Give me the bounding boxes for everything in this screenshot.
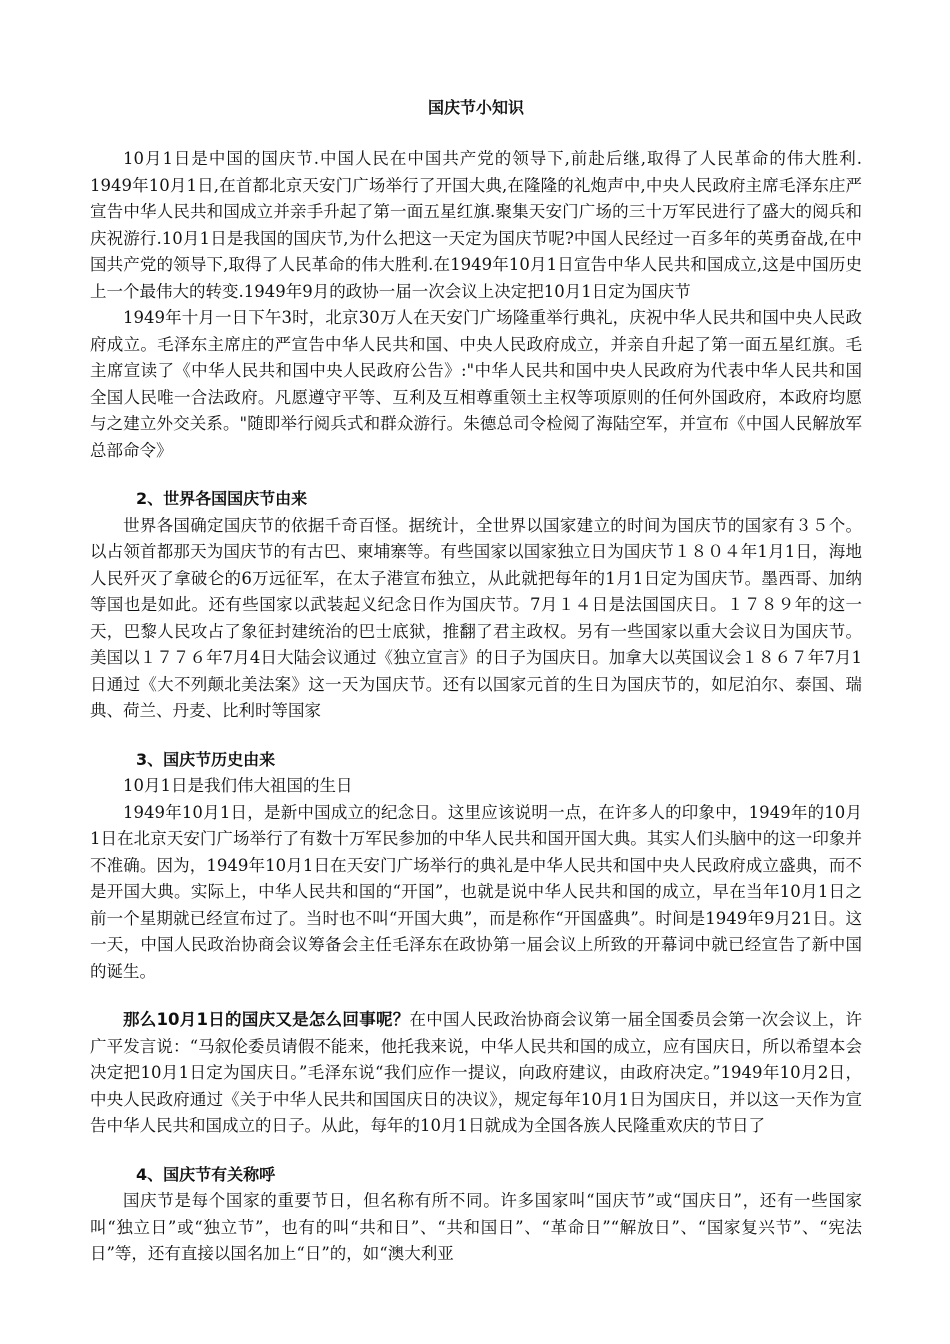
section-heading: 2、世界各国国庆节由来 [136,489,308,508]
paragraph: 1949年十月一日下午3时，北京30万人在天安门广场隆重举行典礼，庆祝中华人民共和国中央人民政府成立。毛泽东主席庄的严宣告中华人民共和国、中央人民政府成立，并亲自升起了第一面五星红旗。毛主席宣读了《中华人民共和国中央人民政府公告》:"中华人民共和国中央人民政府为代表中华人民共和国全国人民唯一合法政府。凡愿遵守平等、互利及互相尊重领土主权等项原则的任何外国政府，本政府均愿与之建立外交关系。"随即举行阅兵式和群众游行。朱德总司令检阅了海陆空军，并宣布《中国人民解放军总部命令》 [90,308,862,460]
section-heading: 3、国庆节历史由来 [136,749,276,769]
paragraph-body: 在中国人民政治协商会议第一届全国委员会第一次会议上，许广平发言说：“马叙伦委员请假不能来，他托我来说，中华人民共和国的成立，应有国庆日，所以希望本会决定把10月1日定为国庆日。”毛泽东说“我们应作一提议，向政府建议，由政府决定。”1949年10月2日，中央人民政府通过《关于中华人民共和国国庆日的决议》，规定每年10月1日为国庆日，并以这一天作为宣告中华人民共和国成立的日子。从此，每年的10月1日就成为全国各族人民隆重欢庆的节日了 [90,1010,862,1135]
paragraph [90,1007,862,1140]
page-title: 国庆节小知识 [427,98,524,117]
paragraph: 国庆节是每个国家的重要节日，但名称有所不同。许多国家叫“国庆节”或“国庆日”，还有一些国家叫“独立日”或“独立节”，也有的叫“共和日”、“共和国日”、“革命日”“解放日”、“国家复兴节”、“宪法日”等，还有直接以国名加上“日”的，如“澳大利亚 [90,1191,862,1263]
paragraph: 10月1日是中国的国庆节.中国人民在中国共产党的领导下,前赴后继,取得了人民革命的伟大胜利. 1949年10月1日,在首都北京天安门广场举行了开国大典,在隆隆的礼炮声中,中央人民政府主席毛泽东庄严宣告中华人民共和国成立并亲手升起了第一面五星红旗.聚集天安门广场的三十万军民进行了盛大的阅兵和庆祝游行.10月1日是我国的国庆节,为什么把这一天定为国庆节呢?中国人民经过一百多年的英勇奋战,在中国共产党的领导下,取得了人民革命的伟大胜利.在1949年10月1日宣告中华人民共和国成立,这是中国历史上一个最伟大的转变.1949年9月的政协一届一次会议上决定把10月1日定为国庆节 [90,149,862,301]
paragraph-lead: 那么10月1日的国庆又是怎么回事呢？ [123,1010,410,1029]
document-page [90,96,862,1268]
section-heading: 4、国庆节有关称呼 [136,1164,276,1184]
paragraph: 1949年10月1日，是新中国成立的纪念日。这里应该说明一点，在许多人的印象中，1949年的10月1日在北京天安门广场举行了有数十万军民参加的中华人民共和国开国大典。其实人们头脑中的这一印象并不准确。因为，1949年10月1日在天安门广场举行的典礼是中华人民共和国中央人民政府成立盛典，而不是开国大典。实际上，中华人民共和国的“开国”，也就是说中华人民共和国的成立，早在当年10月1日之前一个星期就已经宣布过了。当时也不叫“开国大典”，而是称作“开国盛典”。时间是1949年9月21日。这一天，中国人民政治协商会议筹备会主任毛泽东在政协第一届会议上所致的开幕词中就已经宣告了新中国的诞生。 [90,802,862,981]
paragraph: 10月1日是我们伟大祖国的生日 [123,776,353,795]
paragraph: 世界各国确定国庆节的依据千奇百怪。据统计，全世界以国家建立的时间为国庆节的国家有３５个。以占领首都那天为国庆节的有古巴、柬埔寨等。有些国家以国家独立日为国庆节１８０４年1月1日，海地人民歼灭了拿破仑的6万远征军，在太子港宣布独立，从此就把每年的1月1日定为国庆节。墨西哥、加纳等国也是如此。还有些国家以武装起义纪念日作为国庆节。7月１４日是法国国庆日。１７８９年的这一天，巴黎人民攻占了象征封建统治的巴士底狱，推翻了君主政权。另有一些国家以重大会议日为国庆节。美国以１７７６年7月4日大陆会议通过《独立宣言》的日子为国庆日。加拿大以英国议会１８６７年7月1日通过《大不列颠北美法案》这一天为国庆节。还有以国家元首的生日为国庆节的，如尼泊尔、泰国、瑞典、荷兰、丹麦、比利时等国家 [90,515,862,720]
